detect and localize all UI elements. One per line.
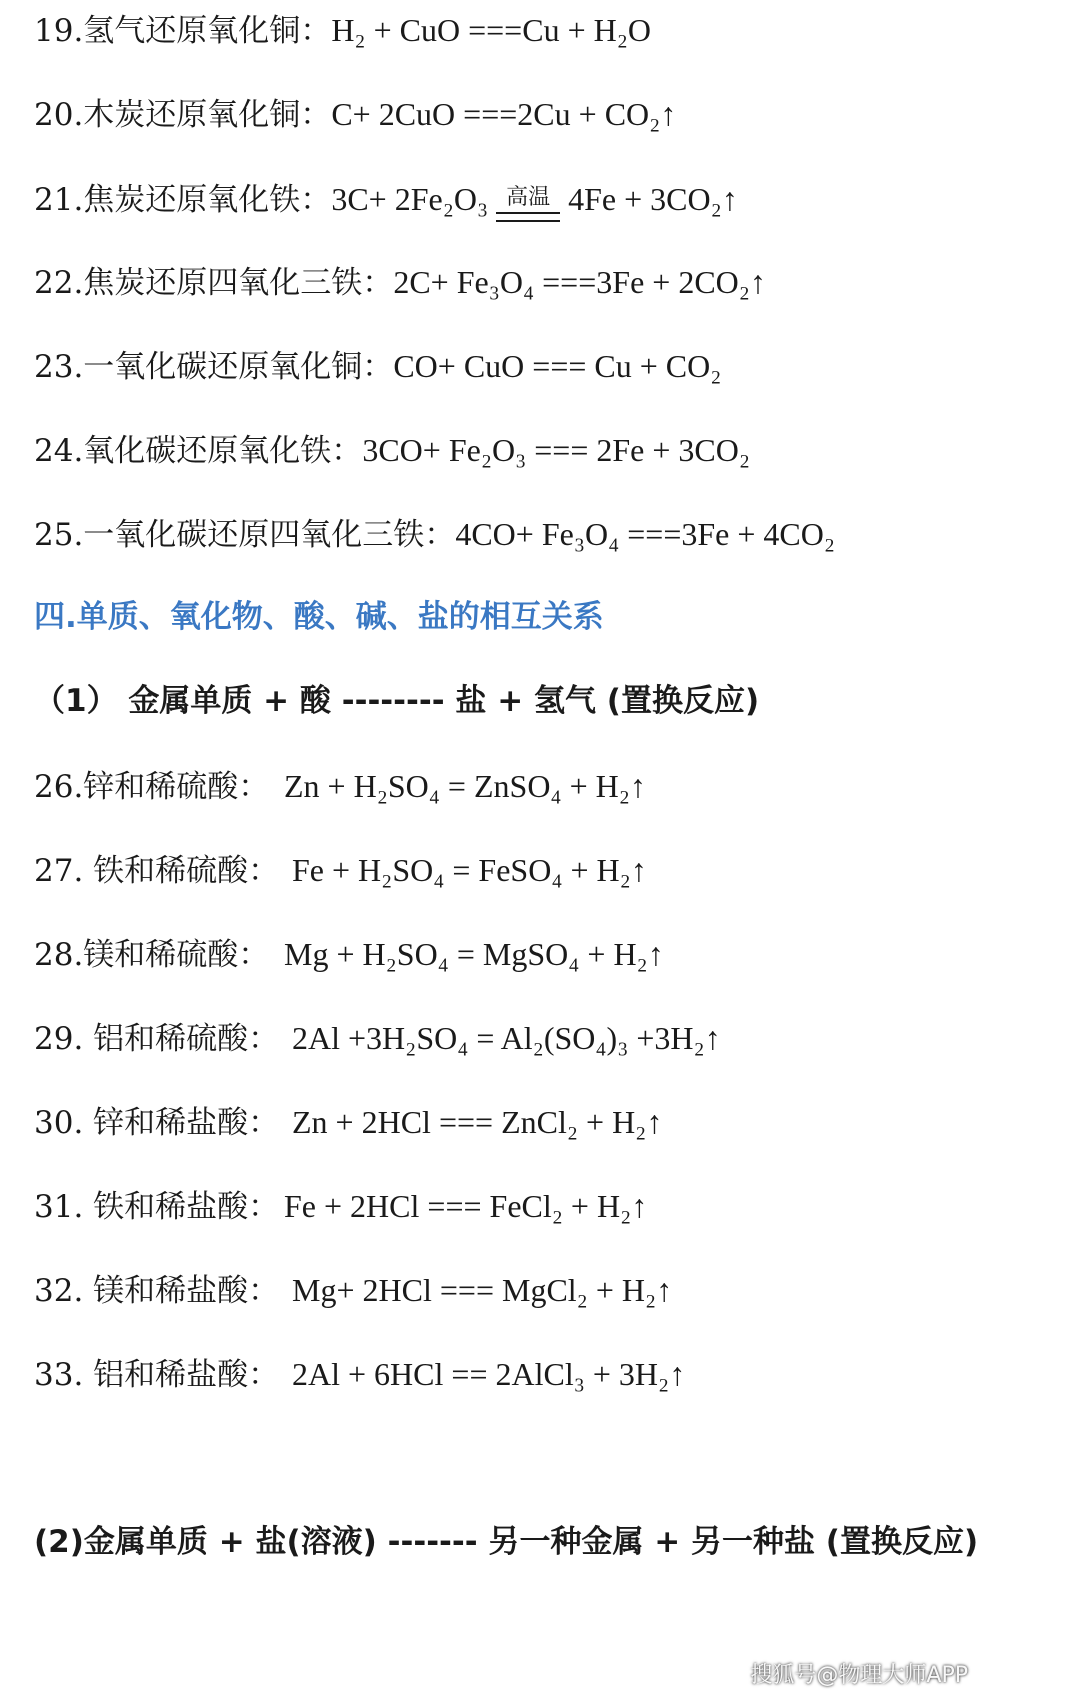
equation-label: 32. 镁和稀盐酸： [34,1273,280,1309]
equation-line-27 [34,850,647,891]
equation-text: 3CO+ Fe₂O₃ === 2Fe + 3CO₂ [362,432,751,468]
watermark: 搜狐号@物理大师APP [750,1663,968,1688]
equation-line-29 [34,1018,721,1059]
equation-text: Zn + 2HCl === ZnCl₂ + H₂↑ [292,1104,663,1140]
equation-line-33 [34,1354,685,1395]
equation-line-26 [34,766,646,807]
subsection-heading-2: (2)金属单质 + 盐(溶液) ------- 另一种金属 + 另一种盐 (置换反应) [34,1524,979,1560]
equation-text: Mg + H₂SO₄ = MgSO₄ + H₂↑ [284,936,664,972]
equation-text: Fe + H₂SO₄ = FeSO₄ + H₂↑ [292,852,647,888]
equation-line-28 [34,934,664,975]
equation-label: 31. 铁和稀盐酸： [34,1189,280,1225]
section-heading: 四.单质、氧化物、酸、碱、盐的相互关系 [34,599,604,635]
equation-line-24 [34,430,750,471]
equation-text: 4CO+ Fe₃O₄ ===3Fe + 4CO₂ [455,516,836,552]
equation-line-21 [34,178,738,220]
equation-label: 33. 铝和稀盐酸： [34,1357,280,1393]
reaction-condition: 高温 [494,178,562,218]
equation-label: 26.锌和稀硫酸： [34,769,270,805]
equation-line-20 [34,94,676,135]
equation-label: 28.镁和稀硫酸： [34,937,270,973]
equation-label: 21.焦炭还原氧化铁： [34,182,332,218]
equation-label: 23.一氧化碳还原氧化铜： [34,349,394,385]
equation-text: 2C+ Fe₃O₄ ===3Fe + 2CO₂↑ [393,264,766,300]
equation-right: 4Fe + 3CO₂↑ [568,181,738,217]
equation-text: Zn + H₂SO₄ = ZnSO₄ + H₂↑ [284,768,646,804]
equation-label: 29. 铝和稀硫酸： [34,1021,280,1057]
subsection-heading-1: （1） 金属单质 + 酸 -------- 盐 + 氢气 (置换反应) [34,683,760,719]
equation-label: 22.焦炭还原四氧化三铁： [34,265,394,301]
equation-left: 3C+ 2Fe₂O₃ [331,181,489,217]
equation-label: 19.氢气还原氧化铜： [34,13,332,49]
equation-line-32 [34,1270,672,1311]
equation-line-31 [34,1186,647,1227]
equation-text: 2Al + 6HCl == 2AlCl₃ + 3H₂↑ [292,1356,686,1392]
equation-text: CO+ CuO === Cu + CO₂ [393,348,722,384]
equation-line-23 [34,346,721,387]
equation-text: Fe + 2HCl === FeCl₂ + H₂↑ [284,1188,648,1224]
equation-text: Mg+ 2HCl === MgCl₂ + H₂↑ [292,1272,673,1308]
equation-line-22 [34,262,766,303]
equation-label: 24.氧化碳还原氧化铁： [34,433,363,469]
equation-text: 2Al +3H₂SO₄ = Al₂(SO₄)₃ +3H₂↑ [292,1020,721,1056]
equation-label: 27. 铁和稀硫酸： [34,853,280,889]
equation-label: 25.一氧化碳还原四氧化三铁： [34,517,456,553]
equation-text: H₂ + CuO ===Cu + H₂O [331,12,651,48]
equation-line-19 [34,10,651,51]
equation-label: 30. 锌和稀盐酸： [34,1105,280,1141]
equation-line-30 [34,1102,662,1143]
equation-label: 20.木炭还原氧化铜： [34,97,332,133]
equation-text: C+ 2CuO ===2Cu + CO₂↑ [331,96,677,132]
equation-line-25 [34,514,835,555]
